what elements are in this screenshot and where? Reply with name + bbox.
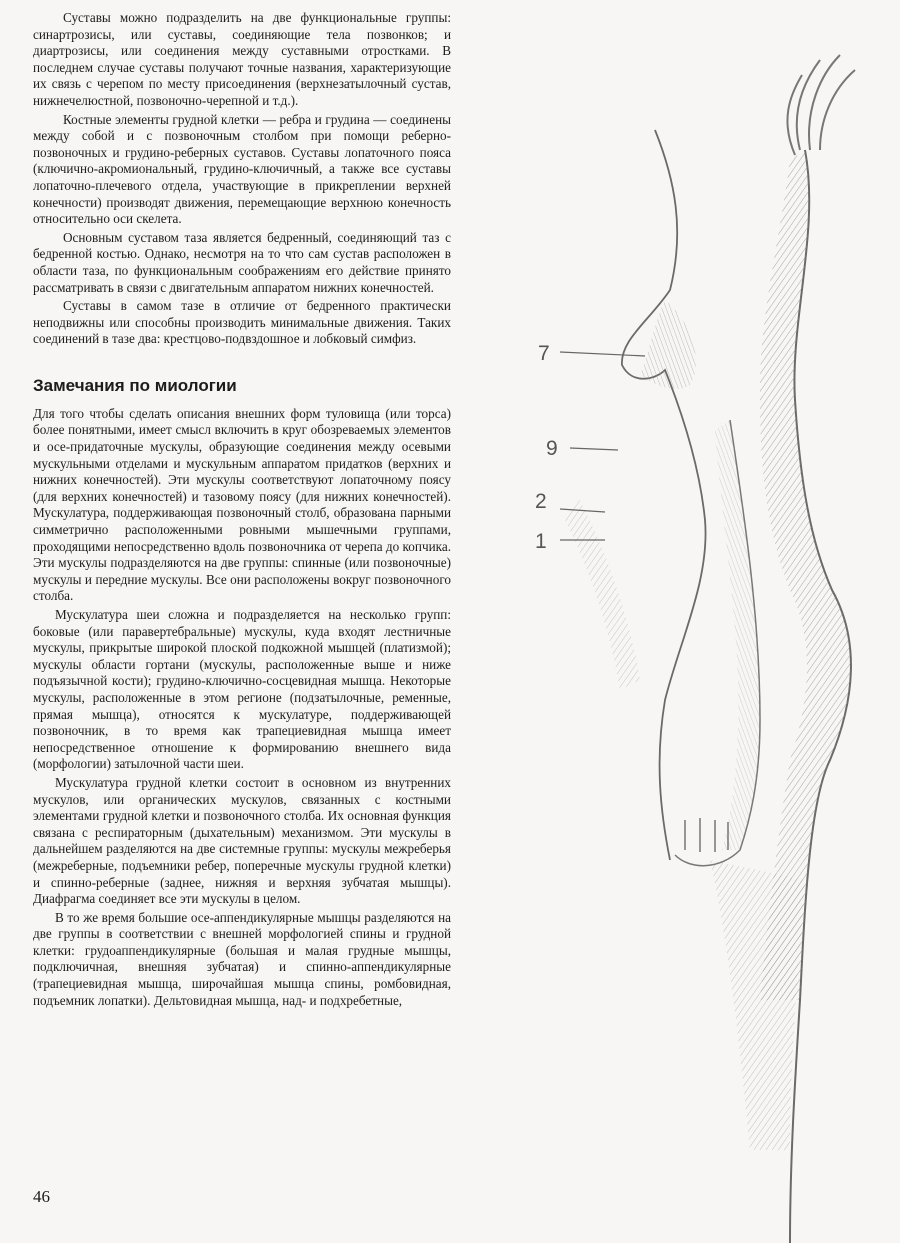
label-1: 1 <box>535 530 547 553</box>
paragraph: Суставы можно подразделить на две функциональные группы: синартрозисы, или суставы, соединяющие тела позвонков; и диартрозисы, или соединения между суставными отростками. В последнем случае суставы получают точные названия, характеризующие их связь с черепом по месту присоединения (верхнезатылочный сустав, нижнечелюстной, позвоночно-черепной и т.д.). <box>33 10 451 108</box>
paragraph: Костные элементы грудной клетки — ребра и грудина — соединены между собой и с позвоночным столбом при помощи реберно-позвоночных и грудино-реберных суставов. Суставы лопаточного пояса (ключично-акромиональный, грудино-ключичный, а также все суставы лопаточно-плечевого отдела, участвующие в прикреплении верхней конечности) производят движения, перемещающие верхнюю конечность относительно оси скелета. <box>33 111 451 227</box>
paragraph: В то же время большие осе-аппендикулярные мышцы разделяются на две группы в соответствии с внешней морфологией спины и грудной клетки: грудоаппендикулярные (большая и малая грудные мышцы, подключичная, внешняя зубчатая) и спинно-аппендикулярные (трапециевидная мышца, широчайшая мышца спины, ромбовидная, подъемник лопатки). Дельтовидная мышца, над- и подхребетные, <box>33 909 451 1008</box>
paragraph: Суставы в самом тазе в отличие от бедренного практически неподвижны или способны производить минимальные движения. Таких соединений в тазе два: крестцово-подвздошное и лобковый симфиз. <box>33 298 451 347</box>
paragraph: Основным суставом таза является бедренный, соединяющий таз с бедренной костью. Однако, несмотря на то что сам сустав расположен в области таза, по функциональным соображениям его действие принято рассматривать в связи с двигательным аппаратом нижних конечностей. <box>33 229 451 295</box>
hip-shading <box>565 500 640 690</box>
back-shading <box>760 150 851 1000</box>
front-contour <box>622 130 706 860</box>
leg-shading <box>710 860 805 1150</box>
joints-section <box>33 10 451 348</box>
page-number: 46 <box>33 1187 50 1206</box>
paragraph: Мускулатура шеи сложна и подразделяется на несколько групп: боковые (или паравертебральные) мускулы, куда входят лестничные мускулы, прикрытые широкой плоской подкожной мышцей (платизмой); мускулы области гортани (мускулы, расположенные выше и ниже подъязычной кости); грудино-ключично-сосцевидная мышца. Некоторые мускулы, расположенные в этом регионе (подзатылочные, ременные, прямая мышца), относятся к мускулатуре, поддерживающей позвоночник, в то время как трапециевидная мышца имеет непосредственное отношение к формированию внешнего вида (морфологии) затылочной части шеи. <box>33 607 451 772</box>
section-heading: Замечания по миологии <box>33 375 237 395</box>
paragraph: Для того чтобы сделать описания внешних форм туловища (или торса) более понятными, имеет смысл включить в круг обозреваемых элементов и осе-придаточные мускулы, образующие соединения между осевыми мускульными отделами и мускульным аппаратом придатков (верхних и нижних конечностей). Эти мускулы соответствуют лопаточному поясу (для верхних конечностей) и тазовому поясу (для нижних конечностей). Мускулатура, поддерживающая позвоночный столб, образована парными симметрично расположенными ровными мышечными группами, проходящими непосредственно вдоль позвоночника от черепа до копчика. Эти мускулы подразделяются на две группы: спинные (или позвоночные) мускулы и передние мускулы. Все они расположены вокруг позвоночного столба. <box>33 405 451 604</box>
breast-shading <box>640 300 696 389</box>
label-7: 7 <box>538 342 550 365</box>
label-9: 9 <box>546 437 558 460</box>
fingers <box>685 818 728 852</box>
paragraph: Мускулатура грудной клетки состоит в основном из внутренних мускулов, или органических мускулов, связанных с костными элементами грудной клетки и позвоночного столба. Их основная функция связана с респираторным (дыхательным) механизмом. Эти мускулы в дальнейшем разделяются на две системные группы: мускулы межреберья (межреберные, подъемники ребер, поперечные мускулы грудной клетки) и спинно-реберные (заднее, нижняя и верхняя зубчатая мышцы). Диафрагма соединяет все эти мускулы в целом. <box>33 774 451 907</box>
arm-shading <box>715 420 760 850</box>
text-column <box>33 10 451 1011</box>
label-2: 2 <box>535 490 547 513</box>
torso-sketch <box>460 0 900 1243</box>
hair-strokes <box>787 55 855 155</box>
torso-drawing <box>460 0 900 1243</box>
